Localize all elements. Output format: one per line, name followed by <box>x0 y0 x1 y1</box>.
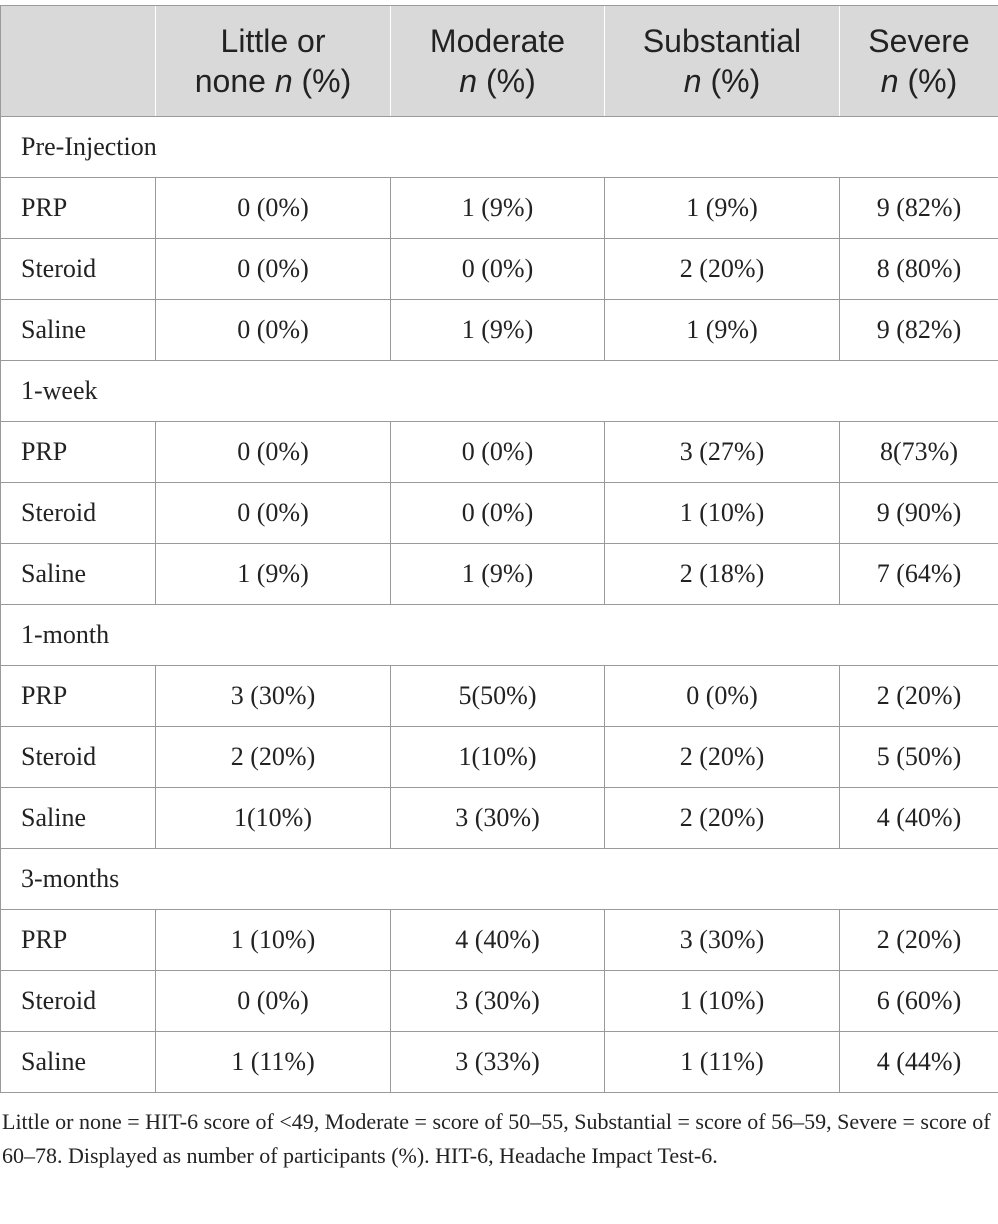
table-body <box>1 117 998 1093</box>
group-row <box>1 849 998 910</box>
header-little-or-none-line1: Little or <box>220 23 326 59</box>
table-cell: 3 (30%) <box>391 971 605 1032</box>
group-row <box>1 605 998 666</box>
group-label: 1-week <box>1 361 998 422</box>
table-cell: 1 (9%) <box>391 544 605 605</box>
header-n-italic: n <box>683 63 702 99</box>
table-cell: 3 (30%) <box>605 910 840 971</box>
table-cell: 2 (20%) <box>156 727 391 788</box>
row-label: PRP <box>1 178 156 239</box>
header-moderate-line1: Moderate <box>429 23 566 59</box>
header-empty-cell <box>1 6 156 117</box>
header-little-or-none-line2: none <box>194 63 266 99</box>
table-cell: 1 (9%) <box>156 544 391 605</box>
table-cell: 0 (0%) <box>156 422 391 483</box>
table-cell: 1 (11%) <box>605 1032 840 1093</box>
row-label: Saline <box>1 300 156 361</box>
table-cell: 4 (44%) <box>840 1032 998 1093</box>
table-cell: 1 (9%) <box>605 178 840 239</box>
row-label: PRP <box>1 910 156 971</box>
table-row <box>1 666 998 727</box>
table-row <box>1 910 998 971</box>
table-cell: 0 (0%) <box>391 239 605 300</box>
table-header <box>1 6 998 117</box>
table-cell: 1 (10%) <box>605 971 840 1032</box>
table-cell: 9 (90%) <box>840 483 998 544</box>
header-substantial-line1: Substantial <box>642 23 802 59</box>
table-row <box>1 178 998 239</box>
group-row <box>1 117 998 178</box>
header-pct: (%) <box>710 63 761 99</box>
table-cell: 0 (0%) <box>156 483 391 544</box>
table-cell: 4 (40%) <box>840 788 998 849</box>
table-cell: 1(10%) <box>391 727 605 788</box>
table-cell: 5(50%) <box>391 666 605 727</box>
row-label: Steroid <box>1 971 156 1032</box>
table-cell: 0 (0%) <box>156 971 391 1032</box>
table-cell: 2 (18%) <box>605 544 840 605</box>
table-row <box>1 1032 998 1093</box>
group-row <box>1 361 998 422</box>
table-cell: 3 (30%) <box>391 788 605 849</box>
header-n-italic: n <box>274 63 293 99</box>
table-cell: 2 (20%) <box>605 727 840 788</box>
table-row <box>1 727 998 788</box>
table-footnote: Little or none = HIT-6 score of <49, Moderate = score of 50–55, Substantial = score of 56–59, Severe = score of 60–78. Displayed as number of participants (%). HIT-6, Headache Impact Test-6. <box>2 1109 991 1168</box>
table-cell: 1 (10%) <box>605 483 840 544</box>
header-n-italic: n <box>880 63 899 99</box>
table-row <box>1 483 998 544</box>
header-severe <box>840 6 998 117</box>
table-cell: 5 (50%) <box>840 727 998 788</box>
table-cell: 7 (64%) <box>840 544 998 605</box>
row-label: Saline <box>1 544 156 605</box>
table-cell: 2 (20%) <box>605 788 840 849</box>
table-cell: 0 (0%) <box>156 239 391 300</box>
table-container <box>0 5 998 1173</box>
row-label: Saline <box>1 788 156 849</box>
table-cell: 6 (60%) <box>840 971 998 1032</box>
table-cell: 0 (0%) <box>605 666 840 727</box>
row-label: Steroid <box>1 483 156 544</box>
table-cell: 3 (30%) <box>156 666 391 727</box>
row-label: Steroid <box>1 239 156 300</box>
header-moderate <box>391 6 605 117</box>
table-cell: 2 (20%) <box>605 239 840 300</box>
header-n-italic: n <box>459 63 478 99</box>
table-cell: 0 (0%) <box>156 300 391 361</box>
table-row <box>1 422 998 483</box>
table-cell: 3 (27%) <box>605 422 840 483</box>
table-cell: 1(10%) <box>156 788 391 849</box>
group-label: Pre-Injection <box>1 117 998 178</box>
table-cell: 4 (40%) <box>391 910 605 971</box>
hit6-results-table <box>0 5 998 1093</box>
table-cell: 9 (82%) <box>840 300 998 361</box>
table-row <box>1 788 998 849</box>
table-cell: 1 (10%) <box>156 910 391 971</box>
table-row <box>1 300 998 361</box>
header-little-or-none <box>156 6 391 117</box>
table-cell: 8(73%) <box>840 422 998 483</box>
row-label: Steroid <box>1 727 156 788</box>
table-cell: 1 (9%) <box>391 300 605 361</box>
group-label: 1-month <box>1 605 998 666</box>
row-label: Saline <box>1 1032 156 1093</box>
table-row <box>1 239 998 300</box>
row-label: PRP <box>1 666 156 727</box>
table-cell: 2 (20%) <box>840 910 998 971</box>
header-row <box>1 6 998 117</box>
header-substantial <box>605 6 840 117</box>
table-row <box>1 971 998 1032</box>
table-row <box>1 544 998 605</box>
table-cell: 2 (20%) <box>840 666 998 727</box>
row-label: PRP <box>1 422 156 483</box>
table-cell: 0 (0%) <box>391 422 605 483</box>
header-severe-line1: Severe <box>868 23 970 59</box>
table-cell: 1 (11%) <box>156 1032 391 1093</box>
table-cell: 0 (0%) <box>391 483 605 544</box>
header-pct: (%) <box>907 63 958 99</box>
header-pct: (%) <box>485 63 536 99</box>
table-cell: 1 (9%) <box>391 178 605 239</box>
table-cell: 1 (9%) <box>605 300 840 361</box>
header-pct: (%) <box>301 63 352 99</box>
table-cell: 3 (33%) <box>391 1032 605 1093</box>
table-cell: 8 (80%) <box>840 239 998 300</box>
table-cell: 9 (82%) <box>840 178 998 239</box>
group-label: 3-months <box>1 849 998 910</box>
table-cell: 0 (0%) <box>156 178 391 239</box>
